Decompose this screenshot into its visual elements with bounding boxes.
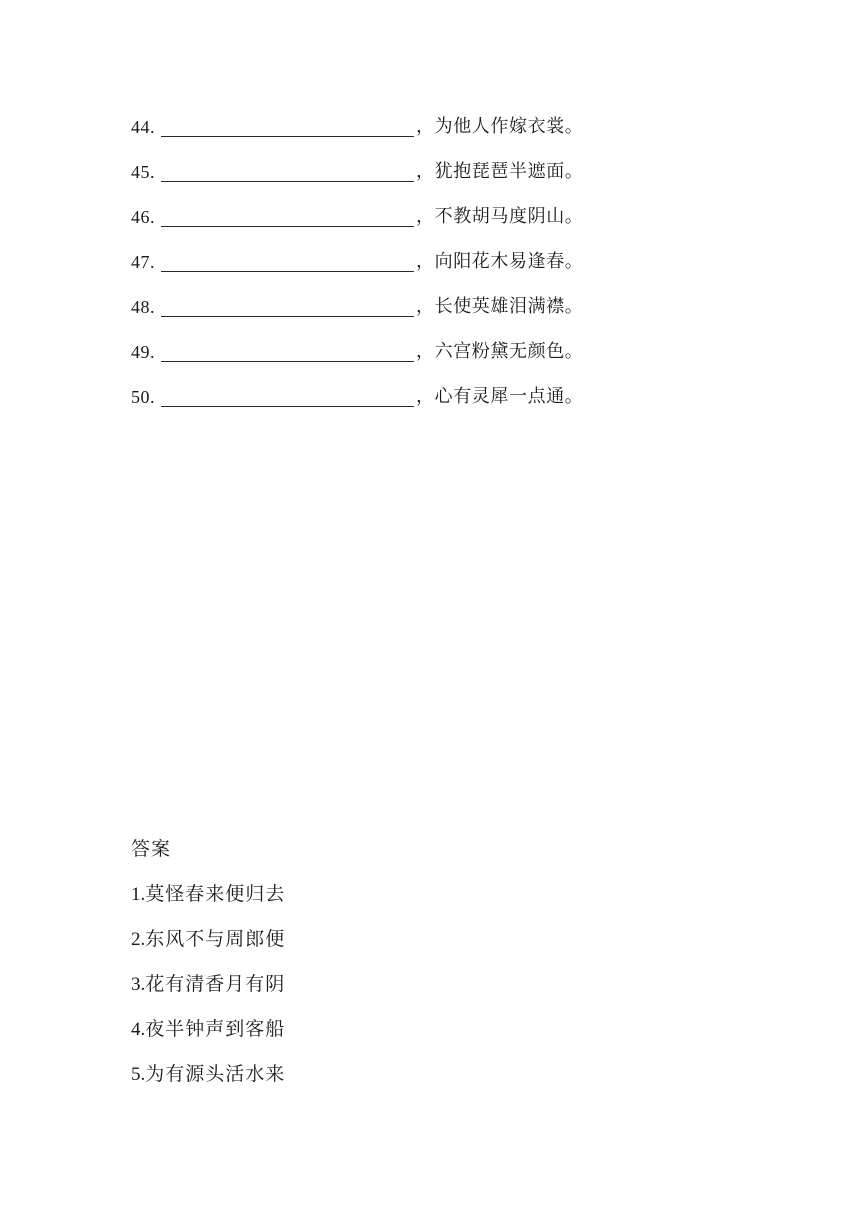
- question-text: ，心有灵犀一点通。: [416, 386, 584, 407]
- question-row: [131, 159, 691, 204]
- answer-number: 4.: [131, 1019, 146, 1040]
- question-number: 46.: [131, 207, 155, 227]
- answer-text: 夜半钟声到客船: [145, 1018, 286, 1040]
- question-text: ，向阳花木易逢春。: [416, 251, 584, 272]
- question-row: [131, 249, 691, 294]
- question-text: ，长使英雄泪满襟。: [416, 296, 584, 317]
- answer-item: [131, 971, 531, 1016]
- question-text: ，为他人作嫁衣裳。: [416, 116, 584, 137]
- answer-blank: [161, 204, 414, 227]
- answer-blank: [161, 339, 414, 362]
- question-text: ，不教胡马度阴山。: [416, 206, 584, 227]
- question-text: ，犹抱琵琶半遮面。: [416, 161, 584, 182]
- answer-text: 东风不与周郎便: [145, 928, 286, 950]
- answer-blank: [161, 384, 414, 407]
- question-number: 47.: [131, 252, 155, 272]
- answer-text: 为有源头活水来: [145, 1063, 286, 1085]
- answer-blank: [161, 159, 414, 182]
- answer-item: [131, 926, 531, 971]
- question-number: 49.: [131, 342, 155, 362]
- question-number: 48.: [131, 297, 155, 317]
- answer-item: [131, 881, 531, 926]
- answer-number: 5.: [131, 1064, 146, 1085]
- answer-blank: [161, 294, 414, 317]
- answer-text: 花有清香月有阴: [145, 973, 286, 995]
- answer-number: 2.: [131, 929, 146, 950]
- question-number: 45.: [131, 162, 155, 182]
- question-row: [131, 384, 691, 429]
- question-row: [131, 114, 691, 159]
- answer-number: 3.: [131, 974, 146, 995]
- answer-item: [131, 1061, 531, 1106]
- answer-key: [131, 836, 531, 1106]
- answer-blank: [161, 249, 414, 272]
- fill-in-questions: [131, 114, 691, 429]
- answer-item: [131, 1016, 531, 1061]
- answer-blank: [161, 114, 414, 137]
- answer-key-title: 答案: [131, 838, 172, 860]
- question-row: [131, 339, 691, 384]
- question-row: [131, 204, 691, 249]
- question-number: 50.: [131, 387, 155, 407]
- answer-text: 莫怪春来便归去: [145, 883, 286, 905]
- question-text: ，六宫粉黛无颜色。: [416, 341, 584, 362]
- question-row: [131, 294, 691, 339]
- answer-number: 1.: [131, 884, 146, 905]
- question-number: 44.: [131, 117, 155, 137]
